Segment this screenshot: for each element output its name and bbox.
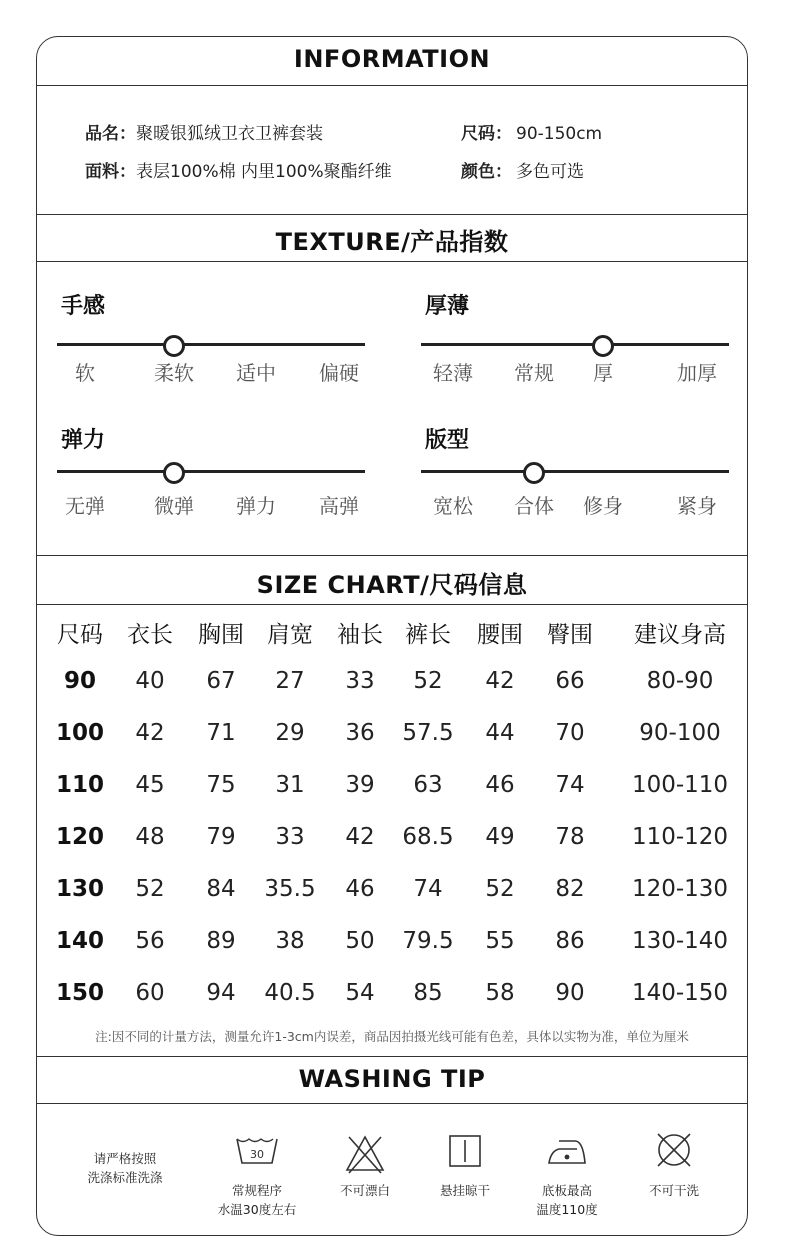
hang-dry-icon — [447, 1133, 483, 1169]
table-header-cell: 臀围 — [547, 622, 593, 648]
table-cell: 79.5 — [402, 928, 454, 954]
divider — [37, 261, 747, 262]
table-header-cell: 衣长 — [127, 622, 173, 648]
wash-tip-label — [536, 1181, 597, 1219]
size-value: 90-150cm — [516, 124, 603, 144]
table-cell: 40 — [135, 668, 165, 694]
table-cell: 29 — [275, 720, 305, 746]
table-header-cell: 腰围 — [477, 622, 523, 648]
table-cell: 38 — [275, 928, 305, 954]
table-cell: 82 — [555, 876, 585, 902]
texture-option: 软 — [75, 361, 95, 385]
washing-intro-line2: 洗涤标准洗涤 — [87, 1170, 163, 1185]
table-cell: 44 — [485, 720, 515, 746]
wash-tip-label — [218, 1181, 296, 1219]
table-cell: 56 — [135, 928, 165, 954]
color-row — [461, 157, 584, 182]
divider — [37, 604, 747, 605]
table-cell: 42 — [135, 720, 165, 746]
table-cell: 110-120 — [631, 824, 729, 850]
color-value: 多色可选 — [516, 162, 584, 182]
table-cell: 90 — [63, 668, 97, 694]
table-cell: 46 — [485, 772, 515, 798]
table-cell: 57.5 — [402, 720, 454, 746]
slider-knob — [163, 462, 185, 484]
texture-name: 手感 — [61, 294, 106, 319]
wash-tip-line: 悬挂晾干 — [439, 1183, 491, 1198]
table-cell: 42 — [485, 668, 515, 694]
texture-option: 加厚 — [677, 361, 717, 385]
size-chart-title — [37, 565, 747, 600]
slider-knob — [523, 462, 545, 484]
product-name-label: 品名： — [85, 124, 136, 144]
no-dry-clean-icon — [653, 1129, 695, 1171]
table-cell: 90-100 — [639, 720, 721, 746]
table-cell: 67 — [206, 668, 236, 694]
slider-track — [57, 470, 365, 473]
table-cell: 31 — [275, 772, 305, 798]
product-name-value: 聚暖银狐绒卫衣卫裤套装 — [136, 124, 323, 144]
wash-tip-line: 不可漂白 — [339, 1183, 391, 1198]
slider-track — [421, 343, 729, 346]
texture-option: 高弹 — [319, 494, 359, 518]
color-label: 颜色： — [461, 162, 512, 182]
wash-tip-line: 温度110度 — [536, 1202, 598, 1217]
washing-intro — [87, 1149, 162, 1187]
texture-option: 微弹 — [154, 494, 194, 518]
washing-title: WASHING TIP — [298, 1065, 486, 1093]
table-cell: 33 — [345, 668, 375, 694]
wash-tip-label — [340, 1181, 390, 1200]
table-cell: 35.5 — [264, 876, 316, 902]
texture-option: 厚 — [593, 361, 613, 385]
table-cell: 27 — [275, 668, 305, 694]
table-cell: 120 — [55, 824, 105, 850]
texture-title — [37, 222, 747, 257]
size-row — [461, 119, 602, 144]
texture-name: 版型 — [425, 428, 470, 453]
table-cell: 52 — [413, 668, 443, 694]
table-cell: 150 — [55, 980, 105, 1006]
size-chart-title-en: SIZE CHART — [256, 571, 421, 599]
divider — [37, 1056, 747, 1057]
table-cell: 86 — [555, 928, 585, 954]
divider — [37, 1103, 747, 1104]
table-header-cell: 袖长 — [337, 622, 383, 648]
table-cell: 52 — [485, 876, 515, 902]
texture-name: 弹力 — [61, 428, 106, 453]
table-cell: 130 — [55, 876, 105, 902]
product-name-row — [85, 119, 323, 144]
iron-medium-icon — [545, 1133, 589, 1169]
table-cell: 48 — [135, 824, 165, 850]
size-chart-title-cn: /尺码信息 — [420, 571, 528, 599]
table-cell: 84 — [206, 876, 236, 902]
table-cell: 45 — [135, 772, 165, 798]
table-cell: 52 — [135, 876, 165, 902]
table-cell: 80-90 — [646, 668, 714, 694]
table-cell: 78 — [555, 824, 585, 850]
table-cell: 89 — [206, 928, 236, 954]
table-cell: 100-110 — [631, 772, 729, 798]
table-cell: 100 — [55, 720, 105, 746]
table-header-cell: 尺码 — [57, 622, 103, 648]
size-note: 注:因不同的计量方法，测量允许1-3cm内误差，商品因拍摄光线可能有色差，具体以实物为准，单位为厘米 — [95, 1029, 689, 1044]
table-cell: 85 — [413, 980, 443, 1006]
texture-option: 适中 — [236, 361, 276, 385]
table-cell: 120-130 — [631, 876, 729, 902]
texture-option: 合体 — [514, 494, 554, 518]
wash-tip-line: 不可干洗 — [648, 1183, 700, 1198]
table-cell: 50 — [345, 928, 375, 954]
table-header-cell: 胸围 — [198, 622, 244, 648]
table-cell: 140 — [55, 928, 105, 954]
table-cell: 55 — [485, 928, 515, 954]
table-cell: 74 — [555, 772, 585, 798]
wash-tip-label — [440, 1181, 490, 1200]
table-cell: 58 — [485, 980, 515, 1006]
texture-option: 轻薄 — [433, 361, 473, 385]
table-cell: 66 — [555, 668, 585, 694]
slider-track — [57, 343, 365, 346]
texture-option: 宽松 — [433, 494, 473, 518]
wash-tip-line: 水温30度左右 — [217, 1202, 297, 1217]
table-header-cell: 建议身高 — [634, 622, 726, 648]
table-cell: 79 — [206, 824, 236, 850]
table-cell: 71 — [206, 720, 236, 746]
fabric-label: 面料： — [85, 162, 136, 182]
table-cell: 90 — [555, 980, 585, 1006]
washing-intro-line1: 请严格按照 — [93, 1151, 157, 1166]
table-cell: 130-140 — [631, 928, 729, 954]
table-header-cell: 肩宽 — [267, 622, 313, 648]
texture-option: 紧身 — [677, 494, 717, 518]
texture-option: 常规 — [514, 361, 554, 385]
wash-30-icon — [233, 1133, 281, 1169]
information-title: INFORMATION — [293, 45, 491, 73]
table-cell: 68.5 — [402, 824, 454, 850]
texture-slider — [57, 457, 365, 487]
table-cell: 110 — [55, 772, 105, 798]
texture-option: 无弹 — [65, 494, 105, 518]
table-cell: 46 — [345, 876, 375, 902]
texture-slider — [421, 457, 729, 487]
fabric-row — [85, 157, 392, 182]
texture-option: 偏硬 — [319, 361, 359, 385]
table-cell: 36 — [345, 720, 375, 746]
info-card — [36, 36, 748, 1236]
divider — [37, 555, 747, 556]
divider — [37, 214, 747, 215]
texture-name: 厚薄 — [425, 294, 470, 319]
table-cell: 63 — [413, 772, 443, 798]
texture-slider — [57, 330, 365, 360]
table-cell: 39 — [345, 772, 375, 798]
table-cell: 42 — [345, 824, 375, 850]
texture-option: 修身 — [583, 494, 623, 518]
table-cell: 33 — [275, 824, 305, 850]
no-bleach-icon — [343, 1133, 387, 1175]
slider-track — [421, 470, 729, 473]
table-cell: 75 — [206, 772, 236, 798]
wash-tip-line: 底板最高 — [541, 1183, 593, 1198]
divider — [37, 85, 747, 86]
wash-tip-line: 常规程序 — [231, 1183, 282, 1198]
table-cell: 70 — [555, 720, 585, 746]
table-cell: 40.5 — [264, 980, 316, 1006]
texture-option: 柔软 — [154, 361, 194, 385]
table-header-cell: 裤长 — [405, 622, 451, 648]
wash-temp-label: 30 — [250, 1148, 264, 1161]
table-cell: 60 — [135, 980, 165, 1006]
slider-knob — [163, 335, 185, 357]
table-cell: 74 — [413, 876, 443, 902]
texture-slider — [421, 330, 729, 360]
slider-knob — [592, 335, 614, 357]
table-cell: 94 — [206, 980, 236, 1006]
table-cell: 54 — [345, 980, 375, 1006]
texture-option: 弹力 — [236, 494, 276, 518]
fabric-value: 表层100%棉 内里100%聚酯纤维 — [136, 162, 392, 182]
table-cell: 49 — [485, 824, 515, 850]
wash-tip-label — [649, 1181, 699, 1200]
texture-title-cn: /产品指数 — [401, 228, 509, 256]
texture-title-en: TEXTURE — [275, 228, 402, 256]
size-label: 尺码： — [461, 124, 512, 144]
table-cell: 140-150 — [631, 980, 729, 1006]
